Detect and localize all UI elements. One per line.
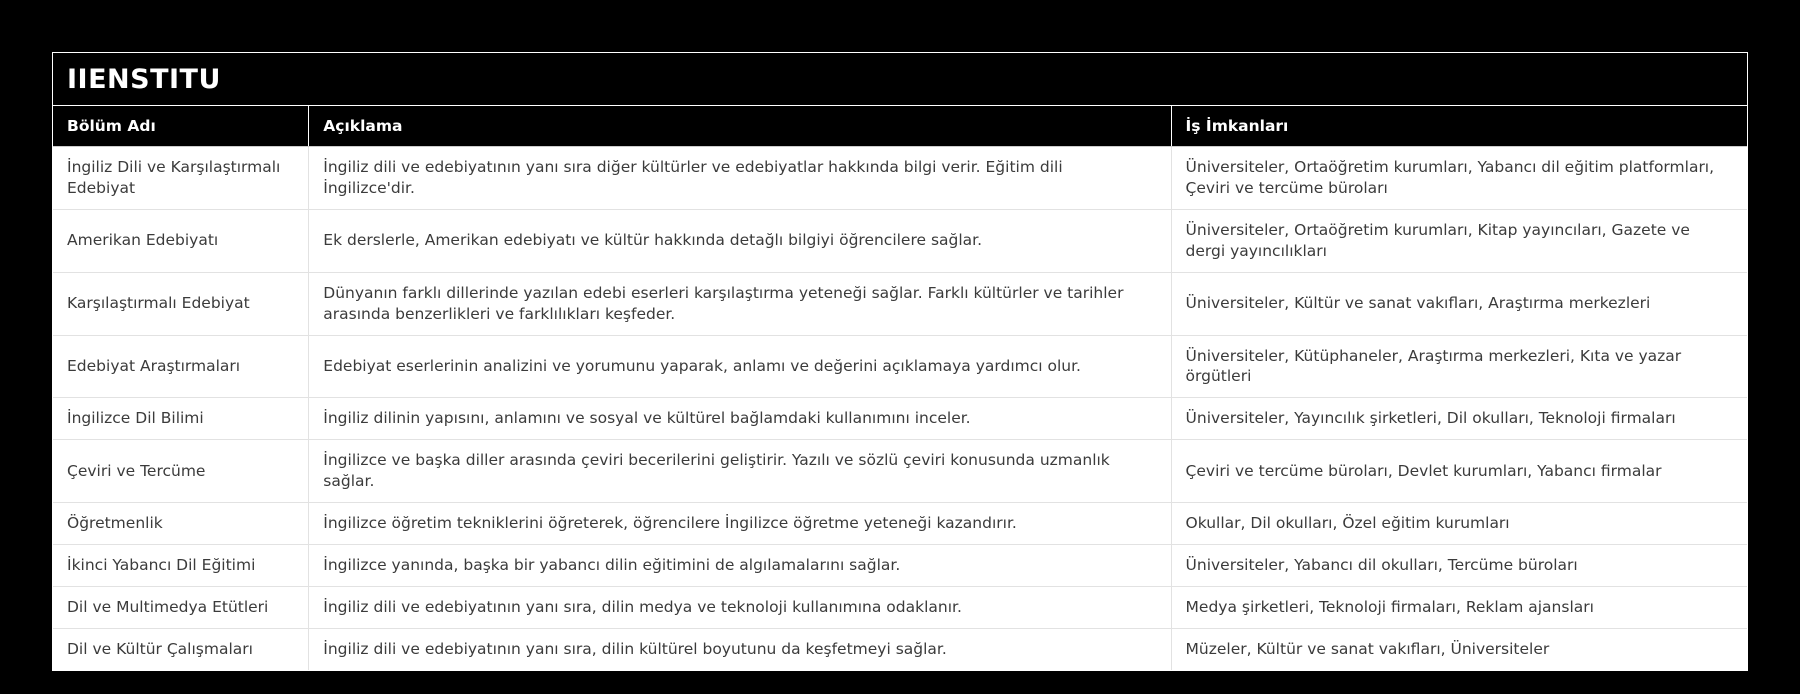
departments-table	[53, 106, 1747, 670]
table-row	[53, 272, 1747, 335]
cell-bolum: İngilizce Dil Bilimi	[53, 398, 309, 440]
column-header-bolum: Bölüm Adı	[53, 106, 309, 147]
header-row	[53, 106, 1747, 147]
table-row	[53, 147, 1747, 210]
cell-aciklama: İngilizce yanında, başka bir yabancı dilin eğitimini de algılamalarını sağlar.	[309, 545, 1171, 587]
cell-imkanlar: Çeviri ve tercüme büroları, Devlet kurumları, Yabancı firmalar	[1171, 440, 1747, 503]
cell-aciklama: İngiliz dilinin yapısını, anlamını ve sosyal ve kültürel bağlamdaki kullanımını inceler.	[309, 398, 1171, 440]
cell-aciklama: Ek derslerle, Amerikan edebiyatı ve kültür hakkında detağlı bilgiyi öğrencilere sağlar.	[309, 209, 1171, 272]
cell-aciklama: İngilizce ve başka diller arasında çeviri becerilerini geliştirir. Yazılı ve sözlü çeviri konusunda uzmanlık sağlar.	[309, 440, 1171, 503]
table-row	[53, 586, 1747, 628]
page-title: IIENSTITU	[53, 53, 1747, 106]
cell-imkanlar: Üniversiteler, Yayıncılık şirketleri, Dil okulları, Teknoloji firmaları	[1171, 398, 1747, 440]
column-header-imkanlar: İş İmkanları	[1171, 106, 1747, 147]
table-row	[53, 440, 1747, 503]
cell-aciklama: İngiliz dili ve edebiyatının yanı sıra diğer kültürler ve edebiyatlar hakkında bilgi verir. Eğitim dili İngilizce'dir.	[309, 147, 1171, 210]
cell-bolum: İngiliz Dili ve Karşılaştırmalı Edebiyat	[53, 147, 309, 210]
cell-bolum: Dil ve Multimedya Etütleri	[53, 586, 309, 628]
cell-imkanlar: Üniversiteler, Yabancı dil okulları, Tercüme büroları	[1171, 545, 1747, 587]
table-row	[53, 335, 1747, 398]
table-row	[53, 628, 1747, 669]
cell-aciklama: Edebiyat eserlerinin analizini ve yorumunu yaparak, anlamı ve değerini açıklamaya yardımcı olur.	[309, 335, 1171, 398]
table-row	[53, 209, 1747, 272]
content-panel	[52, 52, 1748, 671]
cell-imkanlar: Okullar, Dil okulları, Özel eğitim kurumları	[1171, 503, 1747, 545]
cell-bolum: Dil ve Kültür Çalışmaları	[53, 628, 309, 669]
cell-imkanlar: Üniversiteler, Ortaöğretim kurumları, Kitap yayıncıları, Gazete ve dergi yayıncılıkları	[1171, 209, 1747, 272]
cell-aciklama: İngiliz dili ve edebiyatının yanı sıra, dilin kültürel boyutunu da keşfetmeyi sağlar.	[309, 628, 1171, 669]
table-row	[53, 398, 1747, 440]
cell-imkanlar: Müzeler, Kültür ve sanat vakıfları, Üniversiteler	[1171, 628, 1747, 669]
cell-bolum: Öğretmenlik	[53, 503, 309, 545]
cell-aciklama: İngilizce öğretim tekniklerini öğreterek, öğrencilere İngilizce öğretme yeteneği kazandırır.	[309, 503, 1171, 545]
cell-imkanlar: Üniversiteler, Kütüphaneler, Araştırma merkezleri, Kıta ve yazar örgütleri	[1171, 335, 1747, 398]
cell-imkanlar: Üniversiteler, Ortaöğretim kurumları, Yabancı dil eğitim platformları, Çeviri ve tercüme büroları	[1171, 147, 1747, 210]
cell-bolum: Edebiyat Araştırmaları	[53, 335, 309, 398]
column-header-aciklama: Açıklama	[309, 106, 1171, 147]
cell-bolum: Karşılaştırmalı Edebiyat	[53, 272, 309, 335]
cell-aciklama: İngiliz dili ve edebiyatının yanı sıra, dilin medya ve teknoloji kullanımına odaklanır.	[309, 586, 1171, 628]
cell-imkanlar: Medya şirketleri, Teknoloji firmaları, Reklam ajansları	[1171, 586, 1747, 628]
cell-imkanlar: Üniversiteler, Kültür ve sanat vakıfları, Araştırma merkezleri	[1171, 272, 1747, 335]
table-body	[53, 147, 1747, 670]
cell-bolum: İkinci Yabancı Dil Eğitimi	[53, 545, 309, 587]
cell-bolum: Çeviri ve Tercüme	[53, 440, 309, 503]
cell-bolum: Amerikan Edebiyatı	[53, 209, 309, 272]
cell-aciklama: Dünyanın farklı dillerinde yazılan edebi eserleri karşılaştırma yeteneği sağlar. Farklı kültürler ve tarihler arasında benzerlikleri ve farklılıkları keşfeder.	[309, 272, 1171, 335]
table-row	[53, 545, 1747, 587]
table-row	[53, 503, 1747, 545]
